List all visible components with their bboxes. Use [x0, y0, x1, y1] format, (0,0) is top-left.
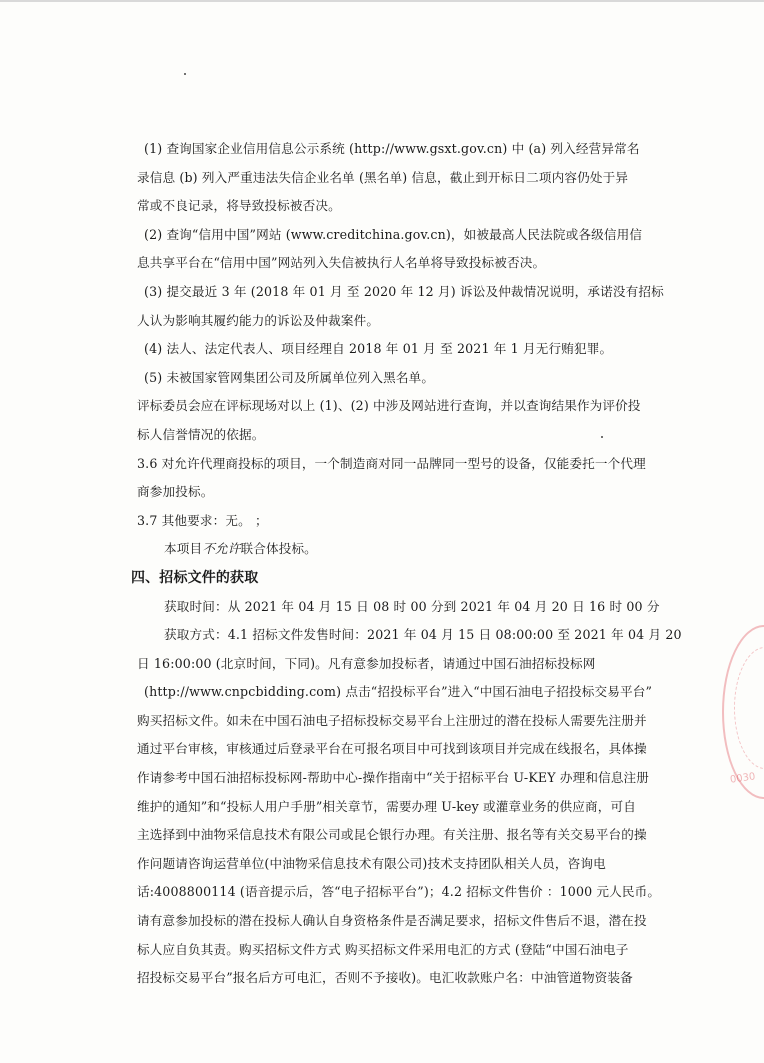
paragraph-line: 常或不良记录，将导致投标被否决。 [137, 198, 341, 214]
paragraph-line: 人认为影响其履约能力的诉讼及仲裁案件。 [137, 312, 380, 328]
paragraph-line: (1) 查询国家企业信用信息公示系统 (http://www.gsxt.gov.cn) 中 (a) 列入经营异常名 [144, 141, 640, 156]
scan-edge [0, 0, 764, 2]
paragraph-line: 标人应自负其责。购买招标文件方式 购买招标文件采用电汇的方式 (登陆“中国石油电子 [137, 941, 629, 957]
paragraph-line: 作问题请咨询运营单位(中油物采信息技术有限公司)技术支持团队相关人员，咨询电 [137, 855, 606, 871]
seal-number: 0030 [729, 771, 757, 786]
paragraph-line: 主选择到中油物采信息技术有限公司或昆仑银行办理。有关注册、报名等有关交易平台的操 [137, 827, 647, 843]
paragraph-line: 维护的通知”和“投标人用户手册”相关章节，需要办理 U-key 或灌章业务的供应商，可自 [137, 798, 636, 814]
paragraph-line: 购买招标文件。如未在中国石油电子招标投标交易平台上注册过的潜在投标人需要先注册并 [137, 712, 647, 728]
seal-inner-ring [734, 647, 764, 769]
joint-bid-line [137, 535, 649, 564]
paragraph-line: 请有意参加投标的潜在投标人确认自身资格条件是否满足要求，招标文件售后不退，潜在投 [137, 913, 647, 929]
paragraph-line: (2) 查询“信用中国”网站 (www.creditchina.gov.cn)，如被最高人民法院或各级信用信 [144, 226, 643, 242]
document-body [131, 135, 682, 993]
paragraph-line: 商参加投标。 [137, 484, 214, 500]
joint-bid-suffix: 联合体投标。 [240, 541, 317, 557]
paragraph-line: 评标委员会应在评标现场对以上 (1)、(2) 中涉及网站进行查询，并以查询结果作为评价投 [137, 398, 641, 414]
paragraph-line: 招投标交易平台”报名后方可电汇，否则不予接收)。电汇收款账户名：中油管道物资装备 [137, 970, 633, 986]
paragraph-line: 日 16:00:00 (北京时间，下同)。凡有意参加投标者，请通过中国石油招标投标网 [137, 655, 596, 671]
paragraph-line: 3.7 其他要求：无。 ； [137, 512, 268, 528]
joint-bid-emphasis: 不允许 [202, 541, 241, 557]
paragraph-line: 3.6 对允许代理商投标的项目，一个制造商对同一品牌同一型号的设备，仅能委托一个代理 [137, 455, 646, 471]
paragraph-line: (http://www.cnpcbidding.com) 点击“招投标平台”进入“中国石油电子招投标交易平台” [144, 684, 653, 700]
paragraph-line: (3) 提交最近 3 年 (2018 年 01 月 至 2020 年 12 月) 诉讼及仲裁情况说明，承诺没有招标 [144, 283, 664, 299]
paragraph-line: 标人信誉情况的依据。 [137, 426, 265, 442]
paragraph-line: (5) 未被国家管网集团公司及所属单位列入黑名单。 [144, 369, 435, 385]
paragraph-line: 通过平台审核，审核通过后登录平台在可报名项目中可找到该项目并完成在线报名，具体操 [137, 741, 647, 757]
red-seal-stamp [722, 625, 764, 799]
paragraph-line: 话:4008800114 (语音提示后，答“电子招标平台”)；4.2 招标文件售价 ：1000 元人民币。 [137, 884, 661, 900]
paragraph-line: (4) 法人、法定代表人、项目经理自 2018 年 01 月 至 2021 年 1 月无行贿犯罪。 [144, 341, 613, 357]
paragraph-line: 获取时间：从 2021 年 04 月 15 日 08 时 00 分到 2021 年 04 月 20 日 16 时 00 分 [164, 598, 660, 614]
section-heading: 四、招标文件的获取 [131, 569, 259, 586]
paragraph-line: 息共享平台在“信用中国”网站列入失信被执行人名单将导致投标被否决。 [137, 255, 546, 271]
paragraph-line: 获取方式：4.1 招标文件发售时间：2021 年 04 月 15 日 08:00:00 至 2021 年 04 月 20 [164, 627, 682, 643]
scan-speck [184, 73, 186, 75]
joint-bid-prefix: 本项目 [164, 541, 203, 557]
paragraph-line: 录信息 (b) 列入严重违法失信企业名单 (黑名单) 信息，截止到开标日二项内容仍处于异 [137, 169, 629, 185]
paragraph-line: 作请参考中国石油招标投标网-帮助中心-操作指南中“关于招标平台 U-KEY 办理和信息注册 [137, 770, 650, 786]
